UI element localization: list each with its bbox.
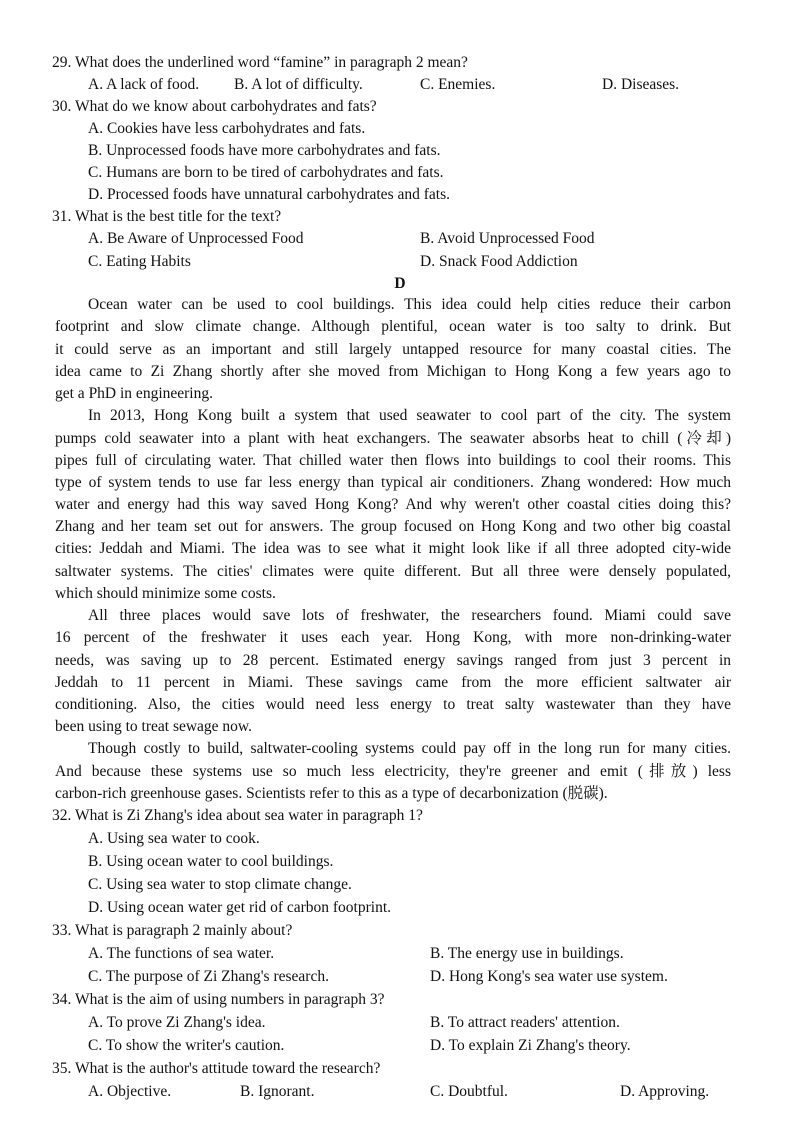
option-31c: C. Eating Habits (88, 253, 191, 270)
option-33a: A. The functions of sea water. (88, 945, 275, 962)
option-33c: C. The purpose of Zi Zhang's research. (88, 968, 329, 985)
option-33b: B. The energy use in buildings. (430, 945, 624, 962)
option-29b: B. A lot of difficulty. (234, 76, 363, 93)
passage-p2-line-5: water and energy had this way saved Hong Kong? And why weren't other coastal cities doing this? (55, 496, 731, 513)
passage-p1-line-3: it could serve as an important and still largely untapped resource for many coastal cities. The (55, 341, 731, 358)
option-32c: C. Using sea water to stop climate change. (88, 876, 352, 893)
option-34c: C. To show the writer's caution. (88, 1037, 285, 1054)
question-35: 35. What is the author's attitude toward the research? (52, 1060, 381, 1077)
passage-p3-line-3: needs, was saving up to 28 percent. Estimated energy savings ranged from just 3 percent in (55, 652, 731, 669)
passage-p2-line-1: In 2013, Hong Kong built a system that used seawater to cool part of the city. The system (88, 407, 731, 424)
option-29a: A. A lack of food. (88, 76, 200, 93)
passage-p1-line-2: footprint and slow climate change. Although plentiful, ocean water is too salty to drink. But (55, 318, 731, 335)
option-31d: D. Snack Food Addiction (420, 253, 578, 270)
passage-p3-line-5: conditioning. Also, the cities would need less energy to treat salty wastewater than they have (55, 696, 731, 713)
question-30: 30. What do we know about carbohydrates and fats? (52, 98, 377, 115)
passage-p4-line-3: carbon-rich greenhouse gases. Scientists refer to this as a type of decarbonization (脱碳). (55, 785, 608, 802)
option-30c: C. Humans are born to be tired of carbohydrates and fats. (88, 164, 444, 181)
option-34b: B. To attract readers' attention. (430, 1014, 620, 1031)
question-29: 29. What does the underlined word “famine” in paragraph 2 mean? (52, 54, 468, 71)
passage-p2-line-7: cities: Jeddah and Miami. The idea was to see what it might look like if all three adopted city-wide (55, 540, 731, 557)
passage-p2-line-8: saltwater systems. The cities' climates were quite different. But all three were densely populated, (55, 563, 731, 580)
option-30a: A. Cookies have less carbohydrates and fats. (88, 120, 366, 137)
question-32: 32. What is Zi Zhang's idea about sea water in paragraph 1? (52, 807, 423, 824)
passage-p3-line-1: All three places would save lots of freshwater, the researchers found. Miami could save (88, 607, 731, 624)
passage-p2-line-6: Zhang and her team set out for answers. The group focused on Hong Kong and two other big coastal (55, 518, 731, 535)
passage-p2-line-2: pumps cold seawater into a plant with heat exchangers. The seawater absorbs heat to chill (冷却) (55, 430, 731, 447)
option-29c: C. Enemies. (420, 76, 496, 93)
passage-p2-line-3: pipes full of circulating water. That chilled water then flows into buildings to cool their rooms. This (55, 452, 731, 469)
passage-p3-line-6: been using to treat sewage now. (55, 718, 252, 735)
option-32b: B. Using ocean water to cool buildings. (88, 853, 334, 870)
option-32d: D. Using ocean water get rid of carbon footprint. (88, 899, 392, 916)
option-35d: D. Approving. (620, 1083, 710, 1100)
option-34d: D. To explain Zi Zhang's theory. (430, 1037, 631, 1054)
option-31b: B. Avoid Unprocessed Food (420, 230, 595, 247)
question-31: 31. What is the best title for the text? (52, 208, 282, 225)
question-33: 33. What is paragraph 2 mainly about? (52, 922, 293, 939)
passage-p1-line-5: get a PhD in engineering. (55, 385, 213, 402)
option-35b: B. Ignorant. (240, 1083, 315, 1100)
option-35a: A. Objective. (88, 1083, 172, 1100)
section-heading: D (394, 275, 406, 292)
passage-p3-line-2: 16 percent of the freshwater it uses each year. Hong Kong, with more non-drinking-water (55, 629, 731, 646)
option-31a: A. Be Aware of Unprocessed Food (88, 230, 304, 247)
passage-p4-line-2: And because these systems use so much less electricity, they're greener and emit (排放) less (55, 763, 731, 780)
option-32a: A. Using sea water to cook. (88, 830, 260, 847)
question-34: 34. What is the aim of using numbers in paragraph 3? (52, 991, 385, 1008)
option-29d: D. Diseases. (602, 76, 680, 93)
passage-p1-line-1: Ocean water can be used to cool buildings. This idea could help cities reduce their carbon (88, 296, 731, 313)
passage-p4-line-1: Though costly to build, saltwater-cooling systems could pay off in the long run for many cities. (88, 740, 731, 757)
passage-p2-line-9: which should minimize some costs. (55, 585, 276, 602)
passage-p1-line-4: idea came to Zi Zhang shortly after she moved from Michigan to Hong Kong a few years ago to (55, 363, 731, 380)
passage-p2-line-4: type of system tends to use far less energy than typical air conditioners. Zhang wondered: How much (55, 474, 731, 491)
option-35c: C. Doubtful. (430, 1083, 508, 1100)
option-30d: D. Processed foods have unnatural carbohydrates and fats. (88, 186, 450, 203)
option-34a: A. To prove Zi Zhang's idea. (88, 1014, 266, 1031)
option-33d: D. Hong Kong's sea water use system. (430, 968, 668, 985)
passage-p3-line-4: Jeddah to 11 percent in Miami. These savings came from the more efficient saltwater air (55, 674, 731, 691)
option-30b: B. Unprocessed foods have more carbohydrates and fats. (88, 142, 441, 159)
